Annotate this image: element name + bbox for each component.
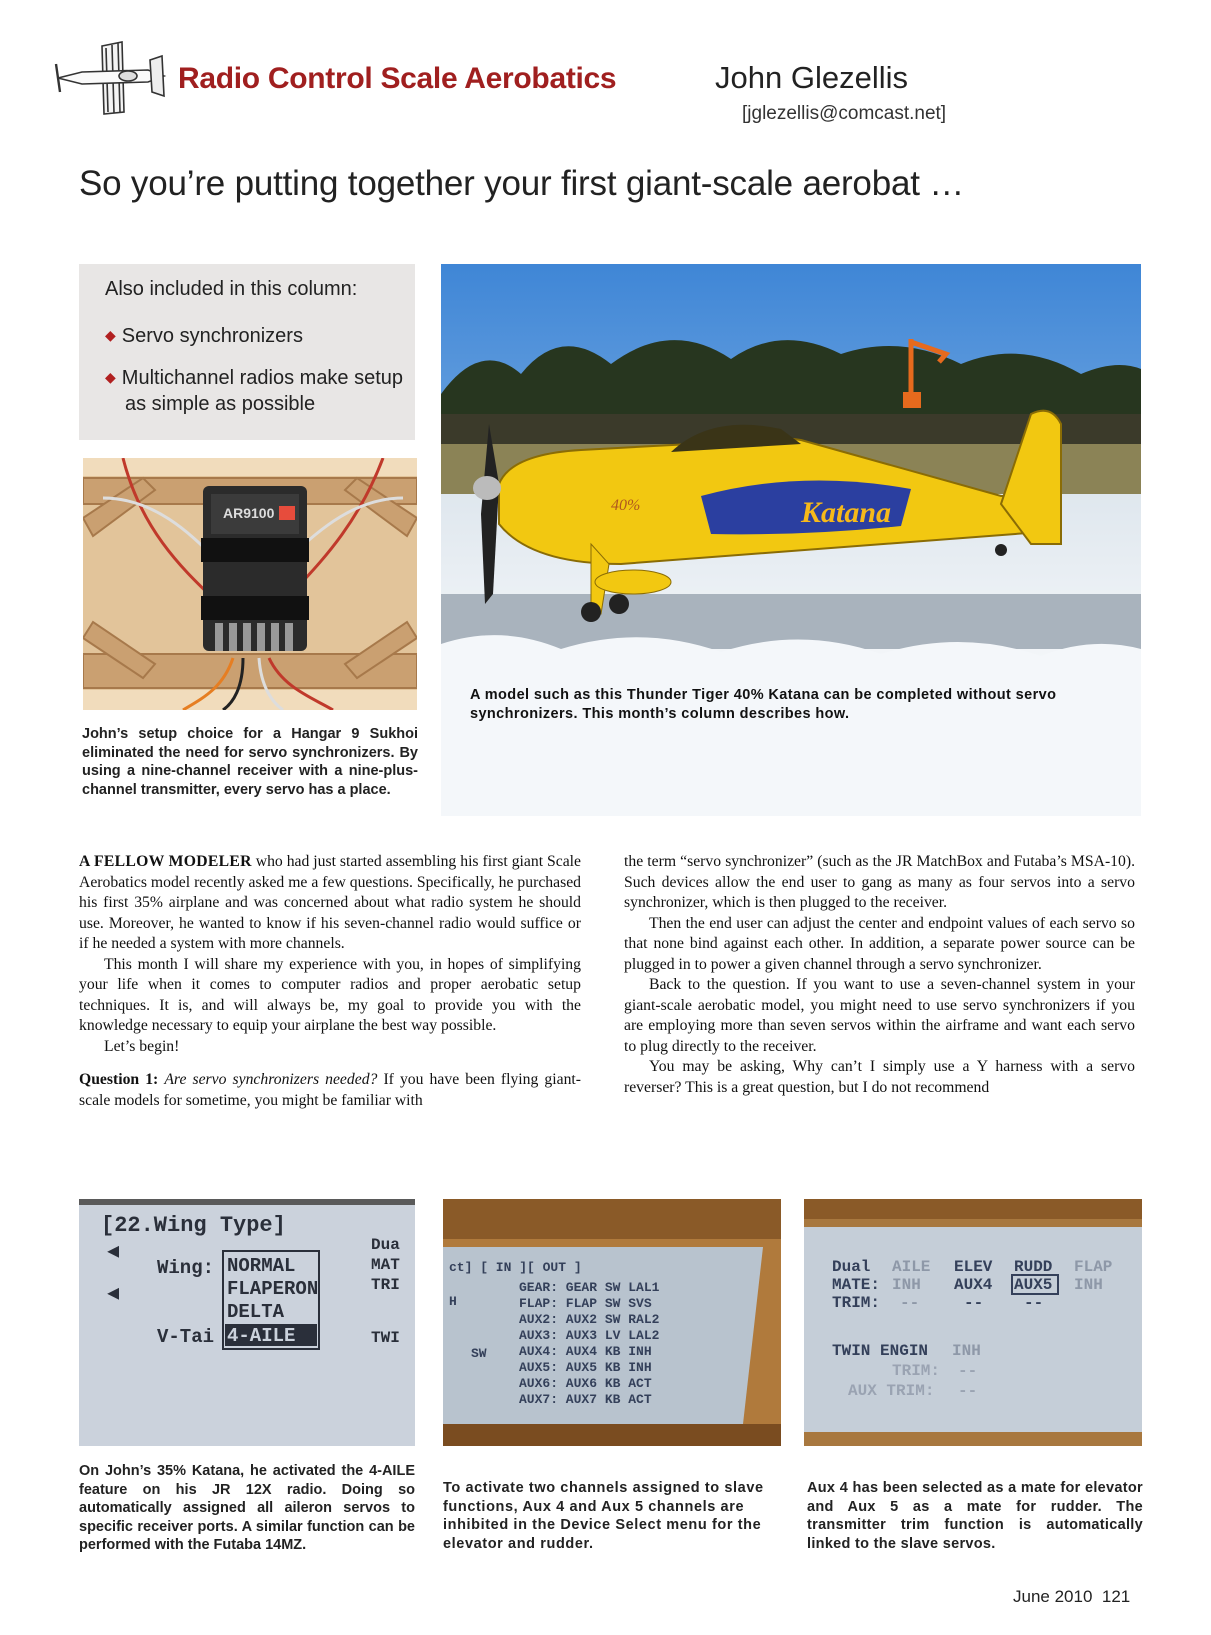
- left-arrow-icon: ◀: [107, 1283, 120, 1306]
- aux-trim-value: --: [958, 1382, 978, 1400]
- twin-trim-label: TRIM:: [892, 1362, 941, 1380]
- receiver-caption: John’s setup choice for a Hangar 9 Sukhoi eliminated the need for servo synchronizers. By using a nine-channel receiver with a nine-plus-channel transmitter, every servo has a place.: [82, 726, 418, 798]
- article-paragraph: A FELLOW MODELER who had just started assembling his first giant Scale Aerobatics model recently asked me a few questions. Specifically, he purchased his first 35% airplane and was concerned about what radio system he should use. Moreover, he wanted to know if his seven-channel radio would suffice or if he needed a system with more channels.: [79, 853, 581, 952]
- sidebar-box: [79, 264, 415, 440]
- side-label: TWI: [371, 1329, 400, 1347]
- mate-cell: AILE: [892, 1258, 931, 1276]
- device-screen-header: ct] [ IN ][ OUT ]: [449, 1260, 582, 1275]
- device-row: AUX5: AUX5 KB INH: [519, 1360, 652, 1375]
- device-row: AUX3: AUX3 LV LAL2: [519, 1328, 660, 1343]
- katana-caption: A model such as this Thunder Tiger 40% Katana can be completed without servo synchronizers. This month’s column describes how.: [470, 687, 1057, 722]
- author-email[interactable]: [jglezellis@comcast.net]: [742, 103, 947, 124]
- mate-cell: AUX4: [954, 1276, 993, 1294]
- wing-type-screen-photo: [79, 1199, 415, 1446]
- diamond-bullet-icon: ◆: [105, 327, 116, 343]
- article-paragraph: Let’s begin!: [104, 1037, 180, 1055]
- v-tail-label: V-Tai: [157, 1326, 215, 1348]
- device-select-screen-photo: [443, 1199, 781, 1446]
- katana-photo: [441, 264, 1141, 816]
- mate-cell: INH: [1074, 1276, 1103, 1294]
- katana-model-lettering: 40%: [611, 497, 641, 514]
- sidebar-heading: Also included in this column:: [105, 278, 358, 300]
- receiver-label: AR9100: [223, 505, 275, 521]
- mate-screen-photo: [804, 1199, 1142, 1446]
- aerobatic-plane-logo: [52, 38, 170, 118]
- twin-trim-value: --: [958, 1362, 978, 1380]
- device-row: GEAR: GEAR SW LAL1: [519, 1280, 660, 1295]
- mate-cell: INH: [892, 1276, 921, 1294]
- article-column-right: [624, 852, 1135, 1098]
- wing-label: Wing:: [157, 1257, 215, 1279]
- device-row: FLAP: FLAP SW SVS: [519, 1296, 652, 1311]
- sidebar-bullet: ◆ Multichannel radios make setup as simple as possible: [105, 367, 404, 415]
- article-paragraph: Question 1: Are servo synchronizers needed? If you have been flying giant-scale models for sometime, you might be familiar with: [79, 1071, 582, 1109]
- wing-option-selected: 4-AILE: [227, 1325, 296, 1347]
- author-name: John Glezellis: [715, 60, 908, 95]
- twin-value: INH: [952, 1342, 981, 1360]
- wing-screen-title: [22.Wing Type]: [101, 1213, 286, 1238]
- twin-label: TWIN ENGIN: [832, 1342, 929, 1360]
- wing-caption: On John’s 35% Katana, he activated the 4-AILE feature on his JR 12X radio. Doing so automatically assigned all aileron servos to specific receiver ports. A similar function can be performed with the Futaba 14MZ.: [79, 1463, 415, 1553]
- device-row: AUX6: AUX6 KB ACT: [519, 1376, 652, 1391]
- mate-cell: RUDD: [1014, 1258, 1053, 1276]
- mate-cell: ELEV: [954, 1258, 993, 1276]
- mate-cell-selected: AUX5: [1014, 1276, 1053, 1294]
- left-arrow-icon: ◀: [107, 1241, 120, 1264]
- side-label: Dua: [371, 1236, 400, 1254]
- mate-cell: Dual: [832, 1258, 871, 1276]
- device-row: AUX7: AUX7 KB ACT: [519, 1392, 652, 1407]
- device-row: AUX2: AUX2 SW RAL2: [519, 1312, 660, 1327]
- katana-lettering: Katana: [801, 496, 892, 529]
- device-row: AUX4: AUX4 KB INH: [519, 1344, 652, 1359]
- article-headline: So you’re putting together your first giant-scale aerobat …: [79, 164, 965, 203]
- mate-cell: TRIM:: [832, 1294, 881, 1312]
- page-footer: June 2010 121: [1013, 1587, 1131, 1606]
- device-side-label: H: [449, 1294, 457, 1309]
- article-column-left: [79, 852, 581, 1111]
- article-paragraph: Back to the question. If you want to use a seven-channel system in your giant-scale aerobatic model, you might need to use servo synchronizers if you are employing more than seven servos within the airframe and want each servo to plug directly to the receiver.: [624, 976, 1135, 1055]
- article-paragraph: the term “servo synchronizer” (such as the JR MatchBox and Futaba’s MSA-10). Such devices allow the end user to gang as many as four servos into a servo synchronizer, which is then plugged to the receiver.: [624, 853, 1135, 911]
- mate-cell: MATE:: [832, 1276, 881, 1294]
- mate-cell: FLAP: [1074, 1258, 1113, 1276]
- receiver-photo: [83, 458, 417, 710]
- side-label: MAT: [371, 1256, 400, 1274]
- diamond-bullet-icon: ◆: [105, 369, 116, 385]
- wing-option: FLAPERON: [227, 1278, 319, 1300]
- mate-cell: --: [900, 1294, 920, 1312]
- side-label: TRI: [371, 1276, 400, 1294]
- column-title: Radio Control Scale Aerobatics: [178, 62, 617, 95]
- sidebar-bullet: ◆ Servo synchronizers: [105, 325, 303, 347]
- article-paragraph: Then the end user can adjust the center and endpoint values of each servo so that none bind against each other. In addition, a separate power source can be plugged in to power a given channel through a servo synchronizer.: [624, 914, 1135, 973]
- wing-option: DELTA: [227, 1301, 285, 1323]
- mate-caption: Aux 4 has been selected as a mate for elevator and Aux 5 as a mate for rudder. The transmitter trim function is automatically linked to the slave servos.: [807, 1480, 1143, 1552]
- aux-trim-label: AUX TRIM:: [848, 1382, 935, 1400]
- mate-cell: --: [964, 1294, 984, 1312]
- article-paragraph: This month I will share my experience with you, in hopes of simplifying your life when it comes to computer radios and proper aerobatic setup techniques. It is, and will always be, my goal to provide you with the knowledge necessary to equip your airplane the best way possible.: [79, 955, 581, 1034]
- device-side-label: SW: [471, 1346, 487, 1361]
- mate-cell: --: [1024, 1294, 1044, 1312]
- wing-option: NORMAL: [227, 1255, 296, 1277]
- article-paragraph: You may be asking, Why can’t I simply use a Y harness with a servo reverser? This is a great question, but I do not recommend: [624, 1058, 1135, 1096]
- device-caption: To activate two channels assigned to slave functions, Aux 4 and Aux 5 channels are inhibited in the Device Select menu for the elevator and rudder.: [443, 1480, 764, 1552]
